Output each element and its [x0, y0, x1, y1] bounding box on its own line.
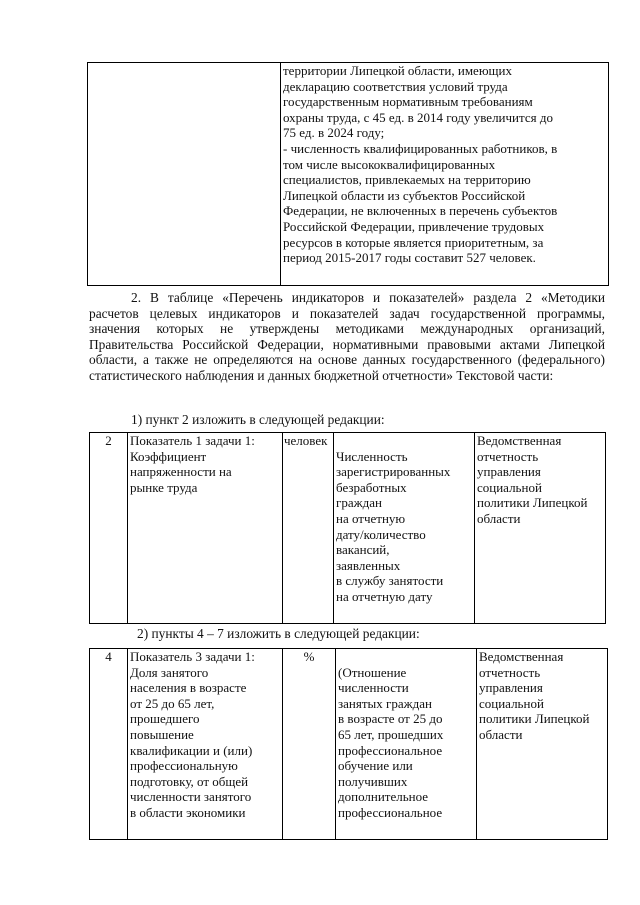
cell-method: Численность зарегистрированных безработных граждан на отчетную дату/количество вакансий, заявленных в службу занятости на отчетную дату: [334, 433, 475, 624]
cell-source: Ведомственная отчетность управления социальной политики Липецкой области: [475, 433, 606, 624]
cell-indicator-name: Показатель 1 задачи 1: Коэффициент напряженности на рынке труда: [128, 433, 283, 624]
cell-source: Ведомственная отчетность управления социальной политики Липецкой области: [477, 649, 608, 840]
cell-unit: человек: [283, 433, 334, 624]
cell-method: (Отношение численности занятых граждан в возрасте от 25 до 65 лет, прошедших профессиональное обучение или получивших дополнительное профессиональное: [336, 649, 477, 840]
cell-num: 4: [90, 649, 128, 840]
table-indicator-2: [89, 432, 606, 624]
cell-unit: %: [283, 649, 336, 840]
paragraph-2: 2. В таблице «Перечень индикаторов и показателей» раздела 2 «Методики расчетов целевых индикаторов и показателей задач государственной программы, значения которых не утверждены методиками международных организаций, Правительства Российской Федерации, нормативными правовыми актами Липецкой области, а также не определяются на основе данных государственного (федерального) статистического наблюдения и данных бюджетной отчетности» Текстовой части:: [89, 290, 605, 383]
cell-num: 2: [90, 433, 128, 624]
table-continuation: [87, 62, 609, 286]
table-indicator-4: [89, 648, 608, 840]
table-cell-description: территории Липецкой области, имеющих декларацию соответствия условий труда государственным нормативным требованиям охраны труда, с 45 ед. в 2014 году увеличится до 75 ед. в 2024 году; - численность квалифицированных работников, в том числе высококвалифицированных специалистов, привлекаемых на территорию Липецкой области из субъектов Российской Федерации, не включенных в перечень субъектов Российской Федерации, привлечение трудовых ресурсов в которые является приоритетным, за период 2015-2017 годы составит 527 человек.: [281, 63, 609, 286]
cell-indicator-name: Показатель 3 задачи 1: Доля занятого населения в возрасте от 25 до 65 лет, прошедшего повышение квалификации и (или) профессиональную подготовку, от общей численности занятого в области экономики: [128, 649, 283, 840]
subitem-1: 1) пункт 2 изложить в следующей редакции:: [131, 412, 385, 427]
table-cell-empty: [88, 63, 281, 286]
subitem-2: 2) пункты 4 – 7 изложить в следующей редакции:: [137, 626, 420, 641]
